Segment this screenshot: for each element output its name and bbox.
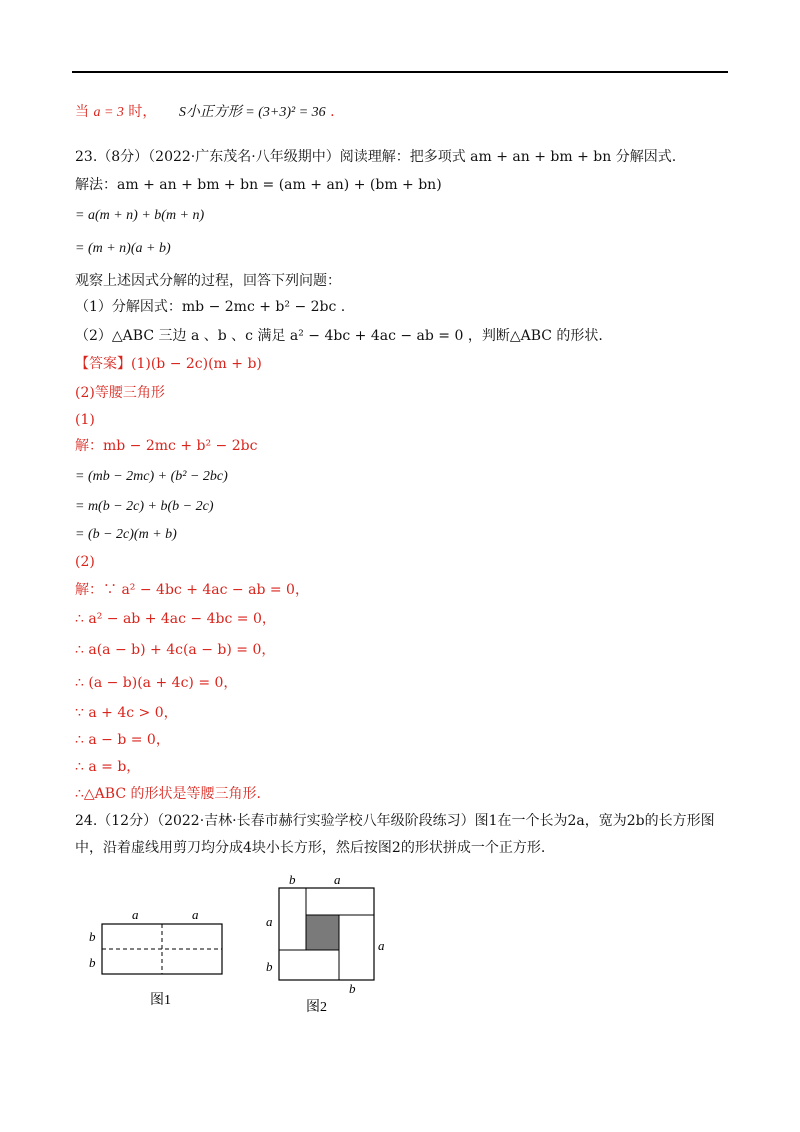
figure2-piece-top: [306, 888, 374, 915]
figure1-left-label-2: b: [89, 955, 96, 970]
answer-line2: (2)等腰三角形: [75, 385, 165, 401]
q23-step2: = (m + n)(a + b): [75, 241, 171, 256]
q24-line1: 24.（12分）（2022·吉林·长春市赫行实验学校八年级阶段练习）图1在一个长为2a，宽为2b的长方形图: [75, 813, 715, 829]
figure2-bottom-label: b: [349, 981, 356, 996]
figure1-top-label-1: a: [132, 907, 139, 922]
q23-header: 23.（8分）（2022·广东茂名·八年级期中）阅读理解：把多项式 am + an + bm + bn 分解因式.: [75, 149, 677, 165]
answer-part1-label: (1): [75, 412, 95, 428]
q23-prompt: 观察上述因式分解的过程，回答下列问题：: [75, 273, 341, 289]
answer-s1: 解：mb − 2mc + b² − 2bc: [75, 438, 258, 454]
answer-t2: ∴ a² − ab + 4ac − 4bc = 0，: [75, 611, 276, 627]
answer-t7: ∴ a = b，: [75, 759, 141, 775]
figure1: [80, 900, 240, 1015]
q23-step1: = a(m + n) + b(m + n): [75, 208, 205, 223]
answer-s2: = (mb − 2mc) + (b² − 2bc): [75, 469, 228, 484]
figure1-left-label-1: b: [89, 929, 96, 944]
answer-part2-label: (2): [75, 554, 95, 570]
answer-t6: ∴ a − b = 0，: [75, 732, 170, 748]
prev-answer-line: [75, 102, 335, 123]
figure2-caption: 图2: [306, 1000, 327, 1015]
answer-t3: ∴ a(a − b) + 4c(a − b) = 0，: [75, 642, 276, 658]
q23-sub2: （2）△ABC 三边 a 、b 、c 满足 a² − 4bc + 4ac − ab = 0 ，判断△ABC 的形状.: [75, 328, 603, 344]
answer-line1: 【答案】(1)(b − 2c)(m + b): [75, 356, 262, 372]
prev-end: .: [330, 104, 335, 120]
q23-sub1: （1）分解因式：mb − 2mc + b² − 2bc .: [75, 299, 346, 315]
q24-line2: 中，沿着虚线用剪刀均分成4块小长方形，然后按图2的形状拼成一个正方形.: [75, 840, 546, 856]
prev-label: 当: [75, 104, 89, 120]
prev-suffix: 时，: [128, 104, 157, 120]
prev-formula: S小正方形 = (3+3)² = 36: [178, 105, 326, 120]
figure2-right-label: a: [378, 938, 385, 953]
prev-expr: a = 3: [93, 105, 124, 120]
figure2-piece-left: [279, 888, 306, 950]
figure2-top-label-1: b: [289, 872, 296, 887]
answer-t8: ∴△ABC 的形状是等腰三角形.: [75, 786, 261, 802]
answer-t1: 解：∵ a² − 4bc + 4ac − ab = 0，: [75, 582, 309, 598]
figure2-left-label-1: a: [266, 914, 273, 929]
q23-method: 解法：am + an + bm + bn = (am + an) + (bm + bn): [75, 177, 442, 193]
answer-s4: = (b − 2c)(m + b): [75, 527, 177, 542]
figure2-shaded-square: [306, 915, 339, 950]
header-rule: [72, 71, 728, 73]
figure1-top-label-2: a: [192, 907, 199, 922]
figure2-piece-right: [339, 915, 374, 980]
figure2: [262, 870, 392, 1020]
figure1-caption: 图1: [150, 993, 171, 1008]
figure2-left-label-2: b: [266, 959, 273, 974]
answer-t5: ∵ a + 4c > 0，: [75, 705, 178, 721]
answer-s3: = m(b − 2c) + b(b − 2c): [75, 499, 214, 514]
answer-t4: ∴ (a − b)(a + 4c) = 0，: [75, 675, 238, 691]
figure2-piece-bottom: [279, 950, 339, 980]
figure2-top-label-2: a: [334, 872, 341, 887]
